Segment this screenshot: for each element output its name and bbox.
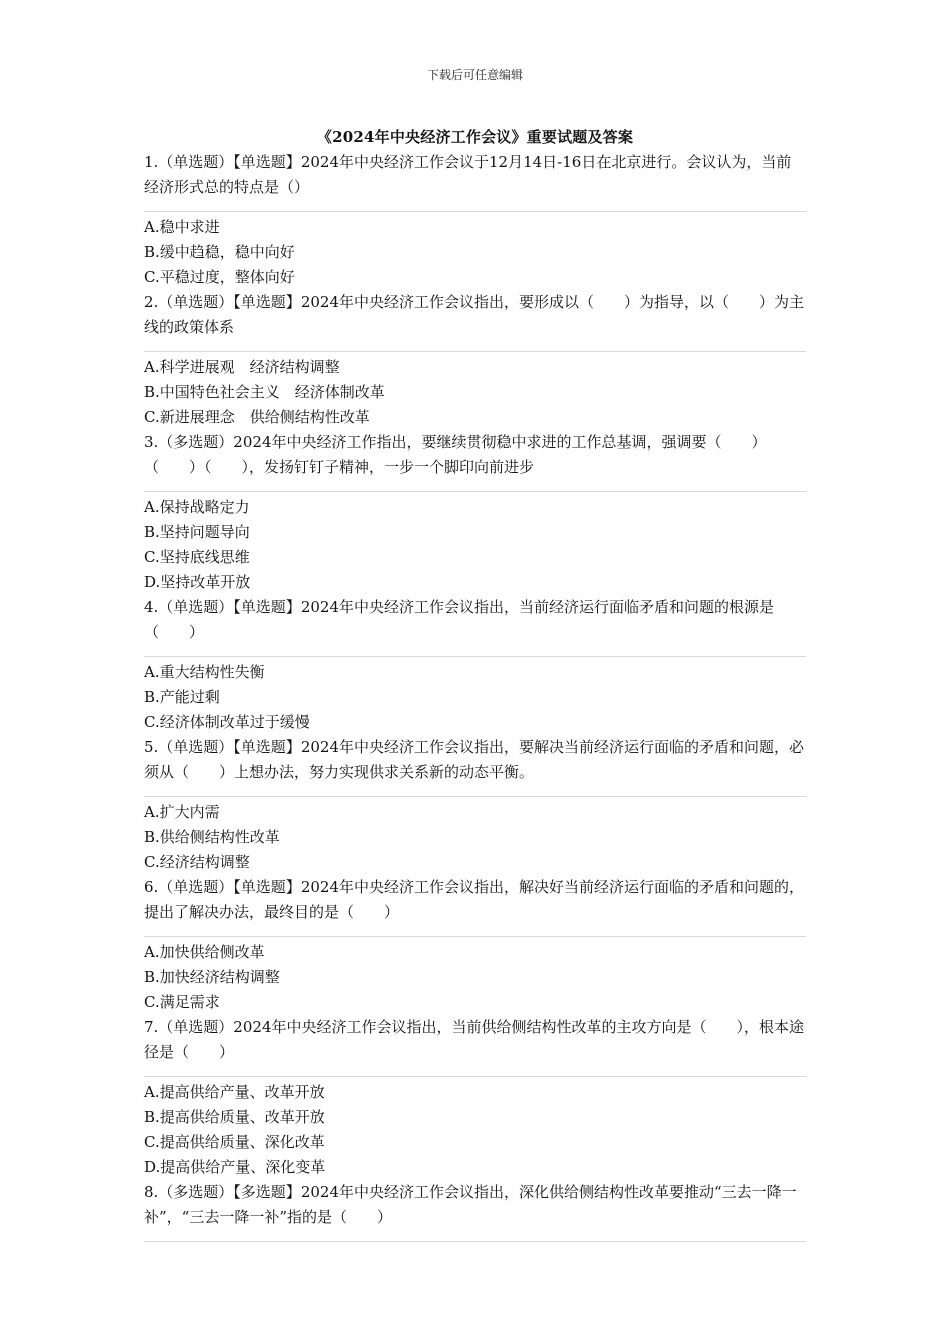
divider (144, 211, 806, 212)
option-b: B.供给侧结构性改革 (144, 828, 280, 846)
divider (144, 796, 806, 797)
question-text: 7.（单选题）2024年中央经济工作会议指出，当前供给侧结构性改革的主攻方向是（ ），根本途径是（ ） (144, 1018, 804, 1061)
option-a: A.科学进展观 经济结构调整 (144, 358, 340, 376)
header-note: 下载后可任意编辑 (426, 68, 523, 82)
option-c: C.坚持底线思维 (144, 548, 250, 566)
option-a: A.加快供给侧改革 (144, 943, 265, 961)
option-c: C.经济结构调整 (144, 853, 250, 871)
question-text: 6.（单选题）【单选题】2024年中央经济工作会议指出，解决好当前经济运行面临的矛盾和问题的，提出了解决办法，最终目的是（ ） (144, 878, 804, 921)
document-title: 《2024年中央经济工作会议》重要试题及答案 (316, 128, 634, 146)
option-c: C.新进展理念 供给侧结构性改革 (144, 408, 370, 426)
question-text: 5.（单选题）【单选题】2024年中央经济工作会议指出，要解决当前经济运行面临的矛盾和问题，必须从（ ）上想办法，努力实现供求关系新的动态平衡。 (144, 738, 804, 781)
question-8 (144, 1180, 806, 1242)
question-4 (144, 595, 806, 735)
option-d: D.坚持改革开放 (144, 573, 251, 591)
question-text: 3.（多选题）2024年中央经济工作指出，要继续贯彻稳中求进的工作总基调，强调要（ ）（ ）（ ），发扬钉钉子精神，一步一个脚印向前进步 (144, 433, 767, 476)
option-b: B.提高供给质量、改革开放 (144, 1108, 325, 1126)
question-3 (144, 430, 806, 595)
divider (144, 351, 806, 352)
question-6 (144, 875, 806, 1015)
question-2 (144, 290, 806, 430)
divider (144, 1241, 806, 1242)
question-7 (144, 1015, 806, 1180)
option-d: D.提高供给产量、深化变革 (144, 1158, 326, 1176)
option-a: A.保持战略定力 (144, 498, 250, 516)
divider (144, 656, 806, 657)
option-a: A.重大结构性失衡 (144, 663, 265, 681)
divider (144, 1076, 806, 1077)
option-b: B.产能过剩 (144, 688, 220, 706)
question-list (144, 150, 806, 1245)
option-a: A.提高供给产量、改革开放 (144, 1083, 325, 1101)
option-b: B.坚持问题导向 (144, 523, 250, 541)
question-1 (144, 150, 806, 290)
option-a: A.扩大内需 (144, 803, 220, 821)
question-text: 8.（多选题）【多选题】2024年中央经济工作会议指出，深化供给侧结构性改革要推动“三去一降一补”，“三去一降一补”指的是（ ） (144, 1183, 797, 1226)
option-b: B.加快经济结构调整 (144, 968, 280, 986)
question-text: 4.（单选题）【单选题】2024年中央经济工作会议指出，当前经济运行面临矛盾和问题的根源是（ ） (144, 598, 774, 641)
question-text: 1.（单选题）【单选题】2024年中央经济工作会议于12月14日-16日在北京进行。会议认为，当前经济形式总的特点是（） (144, 153, 792, 196)
option-c: C.满足需求 (144, 993, 220, 1011)
option-c: C.平稳过度，整体向好 (144, 268, 295, 286)
option-b: B.缓中趋稳，稳中向好 (144, 243, 295, 261)
question-text: 2.（单选题）【单选题】2024年中央经济工作会议指出，要形成以（ ）为指导，以（ ）为主线的政策体系 (144, 293, 804, 336)
option-c: C.提高供给质量、深化改革 (144, 1133, 325, 1151)
option-b: B.中国特色社会主义 经济体制改革 (144, 383, 385, 401)
option-a: A.稳中求进 (144, 218, 220, 236)
option-c: C.经济体制改革过于缓慢 (144, 713, 310, 731)
question-5 (144, 735, 806, 875)
divider (144, 936, 806, 937)
divider (144, 491, 806, 492)
